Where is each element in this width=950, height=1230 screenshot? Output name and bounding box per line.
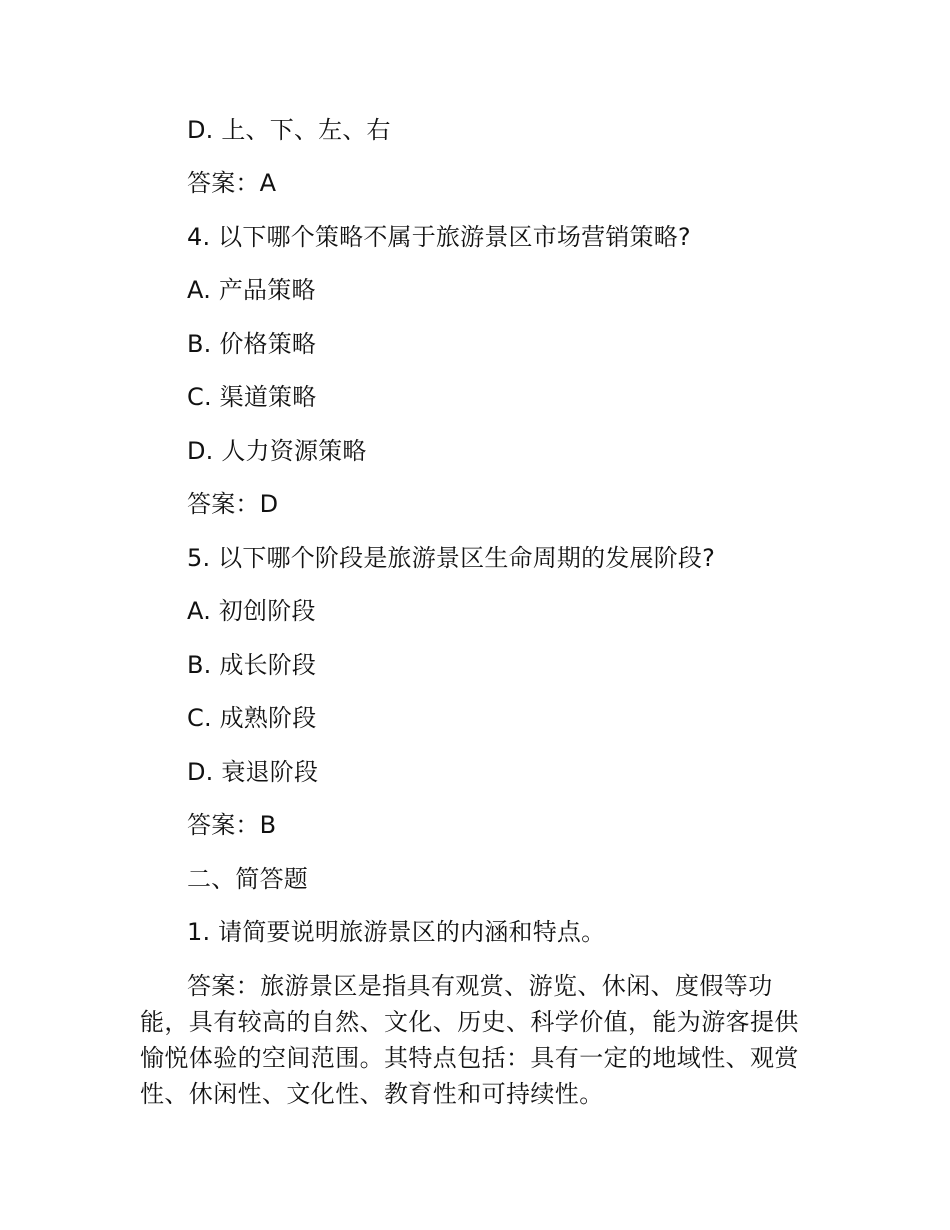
option-c-q5: C. 成熟阶段 — [187, 704, 317, 732]
option-c-q4: C. 渠道策略 — [187, 383, 317, 411]
option-d-q3: D. 上、下、左、右 — [187, 116, 391, 144]
answer-q4: 答案：D — [187, 490, 279, 518]
answer-paragraph: 答案：旅游景区是指具有观赏、游览、休闲、度假等功能，具有较高的自然、文化、历史、科学价值，能为游客提供愉悦体验的空间范围。其特点包括：具有一定的地域性、观赏性、休闲性、文化性、教育性和可持续性。 — [140, 972, 799, 1108]
option-a-q4: A. 产品策略 — [187, 276, 316, 304]
short-answer-question-1: 1. 请简要说明旅游景区的内涵和特点。 — [187, 918, 606, 946]
question-4: 4. 以下哪个策略不属于旅游景区市场营销策略? — [187, 223, 691, 251]
answer-q5: 答案：B — [187, 811, 277, 839]
option-b-q5: B. 成长阶段 — [187, 651, 317, 679]
option-a-q5: A. 初创阶段 — [187, 597, 316, 625]
section-heading: 二、简答题 — [187, 865, 308, 893]
option-d-q4: D. 人力资源策略 — [187, 437, 367, 465]
question-5: 5. 以下哪个阶段是旅游景区生命周期的发展阶段? — [187, 544, 716, 572]
option-d-q5: D. 衰退阶段 — [187, 758, 319, 786]
option-b-q4: B. 价格策略 — [187, 330, 317, 358]
answer-q3: 答案：A — [187, 169, 277, 197]
